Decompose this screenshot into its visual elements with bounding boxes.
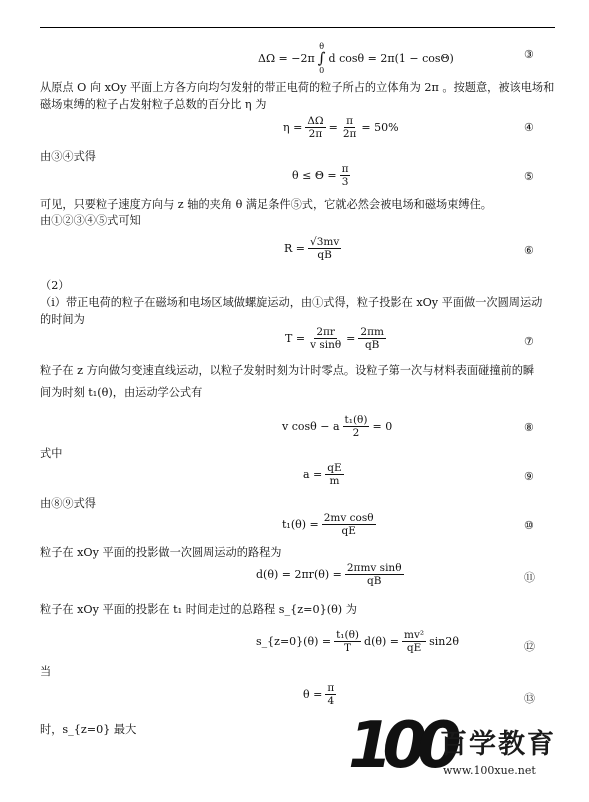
eq7-frac1: $\frac{2\pi r}{\text{v sinθ}}$ [310,326,342,351]
paragraph-10: 间为时刻 t₁(θ)，由运动学公式有 [40,386,203,399]
paragraph-2: 磁场束缚的粒子占发射粒子总数的百分比 η 为 [40,98,267,111]
eq10-lhs: t₁(θ) = [282,518,319,531]
eq5-frac: $\frac{\pi}{3}$ [341,163,349,188]
eq7-lhs: T = [285,332,306,345]
eq4-frac2: $\frac{\pi}{2\pi}$ [342,115,357,140]
brand-logo [348,706,558,796]
eq4-equals: = [328,121,338,134]
eq8-rhs: = 0 [372,420,393,433]
eq8-number: ⑧ [524,421,534,434]
paragraph-13: 粒子在 xOy 平面的投影做一次圆周运动的路程为 [40,546,282,559]
paragraph-5: 由①②③④⑤式可知 [40,214,141,227]
eq3-right: d cosθ = 2π(1 − cosΘ) [328,52,454,65]
equation-12 [256,629,459,654]
equation-8 [282,414,392,439]
logo-chinese-name: 百学教育 [440,729,556,760]
paragraph-8: 的时间为 [40,313,85,326]
equation-10 [282,512,376,537]
paragraph-1: 从原点 O 向 xOy 平面上方各方向均匀发射的带正电荷的粒子所占的立体角为 2π 。按题意，被该电场和 [40,81,555,94]
eq12-lhs: s_{z=0}(θ) = [256,635,332,648]
eq12-mid: d(θ) = [364,635,399,648]
paragraph-9: 粒子在 z 方向做匀变速直线运动，以粒子发射时刻为计时零点。设粒子第一次与材料表面碰撞前的瞬 [40,364,535,377]
eq12-number: ⑫ [524,640,535,653]
eq13-frac: $\frac{\pi}{4}$ [327,682,335,707]
eq12-rhs: sin2θ [429,635,459,648]
eq11-lhs: d(θ) = 2πr(θ) = [256,568,342,581]
eq4-rhs: = 50% [361,121,399,134]
paragraph-15: 当 [40,665,52,678]
equation-5 [292,163,350,188]
eq10-number: ⑩ [524,519,534,532]
logo-url: www.100xue.net [443,764,536,777]
paragraph-11: 式中 [40,447,63,460]
eq7-equals: = [346,332,356,345]
eq9-frac: $\frac{qE}{m}$ [327,462,342,487]
integral-upper: θ [319,42,325,51]
equation-3 [258,42,454,75]
equation-4 [283,115,399,140]
paragraph-16: 时，s_{z=0} 最大 [40,723,137,736]
eq4-number: ④ [524,121,534,134]
paragraph-14: 粒子在 xOy 平面的投影在 t₁ 时间走过的总路程 s_{z=0}(θ) 为 [40,603,357,616]
integral-lower: 0 [319,66,325,75]
eq6-frac: $\frac{√3mv}{qB}$ [310,236,340,261]
eq10-frac: $\frac{\text{2mv cosθ}}{qE}$ [323,512,374,537]
logo-mark: 100 [348,709,452,783]
paragraph-12: 由⑧⑨式得 [40,497,96,510]
equation-7 [285,326,386,351]
paragraph-4: 可见，只要粒子速度方向与 z 轴的夹角 θ 满足条件⑤式，它就必然会被电场和磁场束缚住。 [40,198,492,211]
eq11-number: ⑪ [524,571,535,584]
eq12-frac2: $\frac{\text{mv²}}{qE}$ [404,629,425,654]
eq8-frac: $\frac{\text{t₁(θ)}}{2}$ [344,414,368,439]
paragraph-6: （2） [40,279,70,292]
eq13-number: ⑬ [524,692,535,705]
eq4-lhs: η = [283,121,303,134]
eq6-number: ⑥ [524,244,534,257]
paragraph-3: 由③④式得 [40,150,96,163]
eq5-lhs: θ ≤ Θ = [292,169,337,182]
eq8-lhs: v cosθ − a [282,420,340,433]
equation-6 [284,236,341,261]
eq12-frac1: $\frac{\text{t₁(θ)}}{T}$ [336,629,360,654]
eq7-number: ⑦ [524,335,534,348]
equation-9 [303,462,344,487]
eq7-frac2: $\frac{2\pi m}{qB}$ [360,326,384,351]
eq6-lhs: R = [284,242,305,255]
eq3-left: ΔΩ = −2π [258,52,315,65]
eq5-number: ⑤ [524,170,534,183]
eq11-frac: $\frac{\text{2πmv sinθ}}{qB}$ [346,562,402,587]
integral-sign: θ ∫ 0 [317,42,326,75]
eq13-lhs: θ = [303,688,323,701]
eq9-lhs: a = [303,468,323,481]
paragraph-7: （i）带正电荷的粒子在磁场和电场区域做螺旋运动，由①式得，粒子投影在 xOy 平面做一次圆周运动 [40,296,543,309]
eq4-frac1: $\frac{\Delta\Omega}{2\pi}$ [307,115,324,140]
equation-11 [256,562,404,587]
equation-13 [303,682,336,707]
header-rule [40,27,555,28]
eq3-number: ③ [524,48,534,61]
eq9-number: ⑨ [524,470,534,483]
